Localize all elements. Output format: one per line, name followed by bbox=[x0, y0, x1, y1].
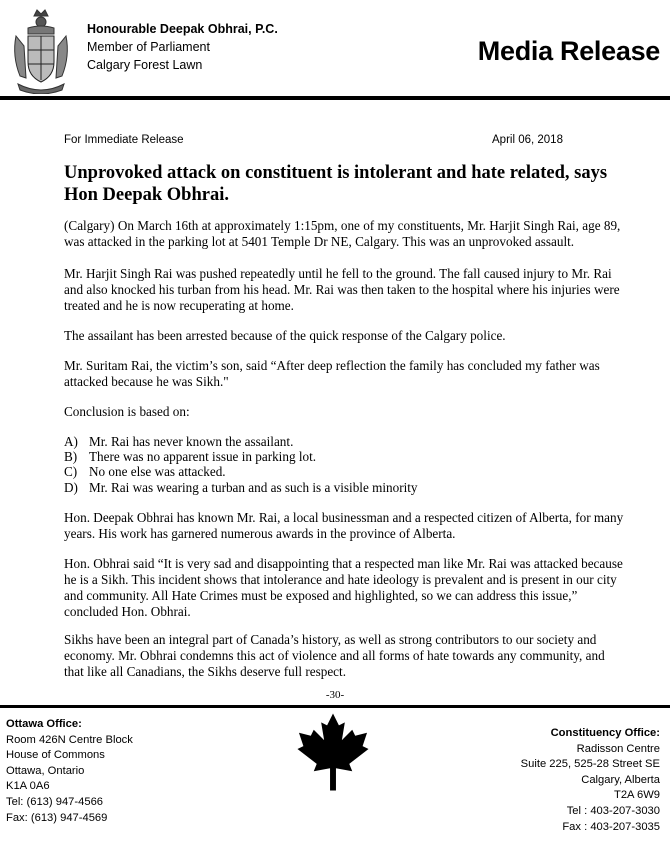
paragraph-1: (Calgary) On March 16th at approximately 1:15pm, one of my constituents, Mr. Harjit Singh Rai, age 89, was attacked in the parking lot at 5401 Temple Dr NE, Calgary. This was an unprovoked assault. bbox=[64, 218, 621, 249]
list-letter: B) bbox=[64, 449, 78, 464]
list-text: No one else was attacked. bbox=[89, 464, 226, 479]
ottawa-line: Tel: (613) 947-4566 bbox=[6, 795, 104, 808]
constituency-office bbox=[521, 726, 660, 835]
list-letter: D) bbox=[64, 480, 78, 495]
list-text: There was no apparent issue in parking lot. bbox=[89, 449, 317, 464]
list-item bbox=[64, 464, 226, 480]
mp-role: Member of Parliament bbox=[87, 40, 210, 54]
list-item bbox=[64, 434, 293, 450]
mp-name: Honourable Deepak Obhrai, P.C. bbox=[87, 22, 278, 36]
list-letter: C) bbox=[64, 464, 78, 479]
ottawa-line: Room 426N Centre Block bbox=[6, 733, 133, 746]
ottawa-line: House of Commons bbox=[6, 749, 105, 762]
coat-of-arms-icon bbox=[8, 6, 74, 94]
maple-leaf-icon bbox=[296, 712, 370, 792]
list-text: Mr. Rai was wearing a turban and as such is a visible minority bbox=[89, 480, 418, 495]
constituency-line: T2A 6W9 bbox=[613, 789, 660, 802]
list-text: Mr. Rai has never known the assailant. bbox=[89, 434, 294, 449]
riding-name: Calgary Forest Lawn bbox=[87, 58, 203, 72]
constituency-line: Suite 225, 525-28 Street SE bbox=[520, 758, 660, 771]
paragraph-3: The assailant has been arrested because of the quick response of the Calgary police. bbox=[64, 328, 506, 343]
paragraph-8: Sikhs have been an integral part of Canada’s history, as well as strong contributors to our society and economy. Mr. Obhrai condemns this act of violence and all forms of hate towards any community, and that like all Canadians, the Sikhs deserve full respect. bbox=[64, 632, 605, 679]
page-title: Media Release bbox=[477, 36, 660, 66]
constituency-line: Radisson Centre bbox=[576, 742, 660, 755]
paragraph-5: Conclusion is based on: bbox=[64, 404, 190, 419]
paragraph-6: Hon. Deepak Obhrai has known Mr. Rai, a local businessman and a respected citizen of Alberta, for many years. His work has garnered numerous awards in the province of Alberta. bbox=[64, 510, 624, 541]
header-divider bbox=[0, 96, 670, 100]
mp-info bbox=[87, 20, 278, 74]
ottawa-line: Fax: (613) 947-4569 bbox=[6, 811, 108, 824]
list-item bbox=[64, 449, 316, 465]
constituency-line: Calgary, Alberta bbox=[581, 773, 660, 786]
list-item bbox=[64, 480, 418, 496]
paragraph-4: Mr. Suritam Rai, the victim’s son, said “After deep reflection the family has concluded my father was attacked because he was Sikh." bbox=[64, 358, 600, 389]
page-number: -30- bbox=[325, 689, 345, 701]
list-letter: A) bbox=[64, 434, 78, 449]
ottawa-office-heading: Ottawa Office: bbox=[6, 718, 82, 730]
release-label: For Immediate Release bbox=[64, 134, 184, 146]
constituency-line: Tel : 403-207-3030 bbox=[566, 804, 660, 817]
ottawa-office bbox=[6, 717, 133, 826]
paragraph-2: Mr. Harjit Singh Rai was pushed repeatedly until he fell to the ground. The fall caused injury to Mr. Rai and also knocked his turban from his head. Mr. Rai was then taken to the hospital where his injuries were treated and he is now recuperating at home. bbox=[64, 266, 620, 313]
paragraph-7: Hon. Obhrai said “It is very sad and disappointing that a respected man like Mr. Rai was attacked because he is a Sikh. This incident shows that intolerance and hate ideology is prevalent and is present in our city and community. All Hate Crimes must be exposed and highlighted, so we can address this issue,” concluded Hon. Obhrai. bbox=[64, 556, 623, 619]
ottawa-line: Ottawa, Ontario bbox=[6, 764, 85, 777]
headline: Unprovoked attack on constituent is intolerant and hate related, says Hon Deepak Obhrai. bbox=[64, 163, 608, 205]
constituency-line: Fax : 403-207-3035 bbox=[562, 820, 660, 833]
footer-divider bbox=[0, 705, 670, 708]
release-date: April 06, 2018 bbox=[492, 134, 563, 146]
ottawa-line: K1A 0A6 bbox=[6, 780, 50, 793]
constituency-office-heading: Constituency Office: bbox=[550, 727, 660, 739]
